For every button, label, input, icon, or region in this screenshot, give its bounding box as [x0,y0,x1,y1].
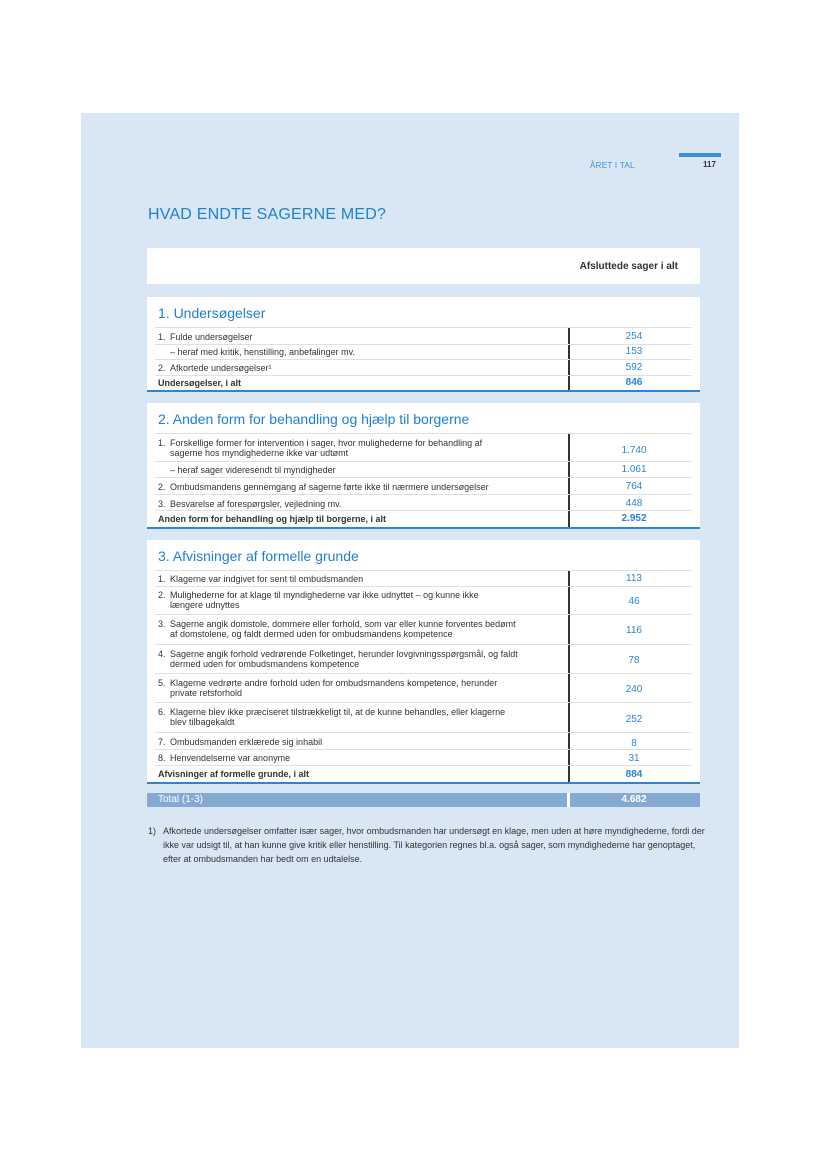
page-title: HVAD ENDTE SAGERNE MED? [148,206,387,223]
section-total-label: Afvisninger af formelle grunde, i alt [158,769,310,779]
table-row-label: 3. Sagerne angik domstole, dommere eller forhold, som var eller kunne forventes bedømt af domstolene, og faldt dermed uden for ombudsmandens kompetence [158,619,516,639]
row-divider [155,510,692,511]
table-row-label: – heraf med kritik, henstilling, anbefalinger mv. [170,347,355,357]
section-total-value: 846 [625,377,643,388]
table-row-label: 5. Klagerne vedrørte andre forhold uden for ombudsmandens kompetence, herunder private retsforhold [158,678,498,698]
table-row-label: 1. Fulde undersøgelser [158,332,253,342]
table-row-value: 153 [625,346,643,357]
section-total-label: Undersøgelser, i alt [158,378,242,388]
footnote [148,824,708,866]
table-row-value: 116 [626,625,642,636]
row-divider [155,570,692,571]
table-row-label: – heraf sager videresendt til myndigheder [170,465,336,475]
row-divider [155,359,692,360]
column-divider [567,793,570,807]
row-divider [155,344,692,345]
row-divider [155,477,692,478]
row-divider [155,732,692,733]
table-row-label: 2. Afkortede undersøgelser¹ [158,363,272,373]
column-divider [568,434,570,527]
table-row-value: 46 [628,596,640,607]
table-row-value: 448 [625,498,643,509]
section-title: 3. Afvisninger af formelle grunde [158,548,359,564]
row-divider [155,461,692,462]
section-title: 1. Undersøgelser [158,305,266,321]
row-divider [155,644,692,645]
table-row-value: 592 [625,362,643,373]
row-divider [155,702,692,703]
section-title: 2. Anden form for behandling og hjælp til borgerne [158,411,470,427]
table-row-value: 240 [625,684,643,695]
grand-total-value: 4.682 [621,794,647,805]
row-divider [155,765,692,766]
column-header-box [147,248,700,284]
table-row-label: 2. Ombudsmandens gennemgang af sagerne førte ikke til nærmere undersøgelser [158,482,489,492]
column-header: Afsluttede sager i alt [579,261,678,272]
header-accent-bar [679,153,721,157]
row-divider [155,586,692,587]
section-label: ÅRET I TAL [590,161,635,170]
table-row-label: 7. Ombudsmanden erklærede sig inhabil [158,737,323,747]
row-divider [155,673,692,674]
row-divider [155,327,692,328]
table-row-value: 1.740 [621,445,647,456]
table-row-value: 31 [628,753,640,764]
grand-total-label: Total (1-3) [158,794,204,805]
footnote-text: Afkortede undersøgelser omfatter især sager, hvor ombudsmanden har undersøgt en klage, men uden at høre myndighederne, fordi der ikke var udsigt til, at han kunne give kritik eller henstilling. Til kategorien regnes bl.a. også sager, som myndighederne har genoptaget, efter at ombudsmanden har bedt om en udtalelse. [163,826,705,864]
row-divider [155,433,692,434]
row-divider [155,614,692,615]
table-row-value: 113 [626,573,642,584]
section-bottom-rule [147,527,700,529]
section-undersoegelser [147,297,700,392]
table-row-value: 78 [628,655,640,666]
row-divider [155,494,692,495]
table-row-label: 3. Besvarelse af forespørgsler, vejledning mv. [158,499,342,509]
table-row-label: 4. Sagerne angik forhold vedrørende Folketinget, herunder lovgivningsspørgsmål, og faldt dermed uden for ombudsmandens kompetence [158,649,518,669]
table-row-value: 252 [625,714,643,725]
section-total-label: Anden form for behandling og hjælp til borgerne, i alt [158,514,386,524]
section-total-value: 2.952 [621,513,647,524]
table-row-label: 6. Klagerne blev ikke præciseret tilstrækkeligt til, at de kunne behandles, eller klagerne blev tilbagekaldt [158,707,506,727]
table-row-value: 8 [631,738,637,749]
section-bottom-rule [147,390,700,392]
row-divider [155,375,692,376]
table-row-label: 8. Henvendelserne var anonyme [158,753,291,763]
row-divider [155,749,692,750]
table-row-value: 254 [625,331,643,342]
grand-total-bar [147,793,700,807]
table-row-value: 764 [625,481,643,492]
section-total-value: 884 [625,769,643,780]
page-number: 117 [703,160,716,169]
section-bottom-rule [147,782,700,784]
footnote-marker: 1) [148,826,157,836]
section-afvisninger [147,540,700,784]
table-row-label: 2. Mulighederne for at klage til myndighederne var ikke udnyttet – og kunne ikke længere udnyttes [158,590,479,610]
table-row-label: 1. Forskellige former for intervention i sager, hvor mulighederne for behandling af sagerne hos myndighederne ikke var udtømt [158,438,483,458]
section-anden-form [147,403,700,529]
table-row-value: 1.061 [621,464,647,475]
column-divider [568,571,570,782]
table-row-label: 1. Klagerne var indgivet for sent til ombudsmanden [158,574,364,584]
